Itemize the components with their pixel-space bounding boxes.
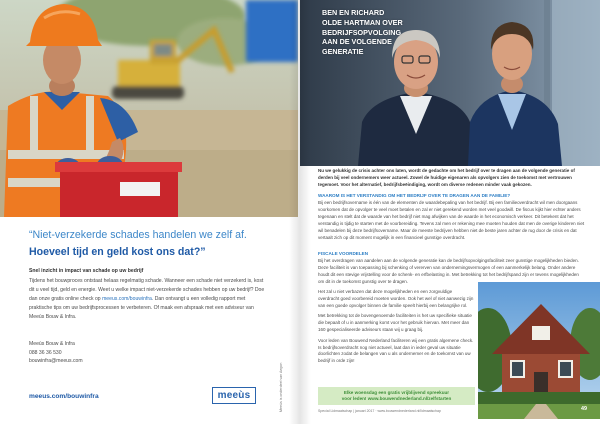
article-title xyxy=(322,8,403,57)
construction-worker-photo xyxy=(0,0,298,217)
contact-name: Meeùs Bouw & Infra xyxy=(29,341,75,347)
narrow-column xyxy=(318,289,474,369)
hedge xyxy=(478,392,600,404)
contact-block xyxy=(29,340,83,366)
section-body: Bij een bedrijfsovername is één van de elementen de waardebepaling van het bedrijf. Bij een familieoverdracht wil men doorgaans voorkomen dat de opvolger te veel moet betalen en zal er niet gerekend worden met veel goodwill. De fiscus kijkt hier echter anders tegenaan en stelt dat de waarde van het bedrijf niet mag afwijken van de waarde in het economisch verkeer. Dit betekent dat het verstandig is tijdig te starten met de voorbereiding. Tevens zal men er rekening mee moeten houden dat men de overige kinderen niet wil benadelen bij deze bedrijfsovername. Maar de meeste bedrijven hebben niet de beste jaren achter de rug door de crisis en dat vertaalt zich op dit moment mogelijk in een financieel gunstige overdracht. xyxy=(318,200,585,240)
article-body xyxy=(29,277,267,322)
contact-email: bouwinfra@meeus.com xyxy=(29,358,83,364)
red-toolbox xyxy=(55,162,182,217)
house-photo xyxy=(478,282,600,419)
article-heading: Snel inzicht in impact van schade op uw bedrijf xyxy=(29,268,144,274)
paragraph: Met betrekking tot de bovengenoemde faciliteiten is het uw specifieke situatie die bepaalt of u in aanmerking komt voor het gebruik hiervan. Met meer dan 160 gespecialiseerde adviseurs staan wij u graag bij. xyxy=(318,313,472,333)
logo-text: meeùs xyxy=(217,390,251,401)
right-page xyxy=(300,0,600,424)
article-body-text: . Dan ontvangt u een volledig rapport met praktische tips om uw bedrijfsprocessen te verbeteren. Of maak een afspraak met een adviseur van Meeùs Bouw & Infra. xyxy=(29,296,254,320)
callout-line: Elke woensdag een gratis vrijblijvend spreekuur xyxy=(343,390,450,395)
blue-sign xyxy=(246,0,298,62)
title-line: AAN DE VOLGENDE xyxy=(322,37,392,47)
article-body-link: meeus.com/bouwinfra xyxy=(102,296,152,302)
article-intro: Nu we gelukkig de crisis achter ons laten, wordt de gedachte om het bedrijf over te dragen aan de volgende generatie of derden bij veel ondernemers weer actueel. Zowel de huidige eigenaren als opvolgers zien de toekomst met vertrouwen tegemoet. Voor het alternatief, bedrijfsbeëindiging, wordt om diverse redenen minder vaak gekozen. xyxy=(318,168,575,187)
pull-quote-line-1: “Niet-verzekerde schades handelen we zelf af. xyxy=(29,229,247,241)
article-body-text: Tijdens het bouwproces ontstaat helaas regelmatig schade. Wanneer een schade niet verzekerd is, kost dit u veel tijd, geld en energie. Weet u welke impact niet-verzekerde schades hebben op uw bedrijf? Doe dan onze gratis online check op xyxy=(29,278,265,302)
side-note: Meeùs is onderdeel van Aegon xyxy=(279,362,283,412)
vest-reflective-strap xyxy=(86,96,94,150)
contact-phone: 088 36 36 530 xyxy=(29,349,62,356)
callout-line: voor leden! www.bouwendnederland.nl/zelfstarten xyxy=(341,396,452,401)
section-heading: WAAROM IS HET VERSTANDIG OM HET BEDRIJF OVER TE DRAGEN AAN DE FAMILIE? xyxy=(318,193,511,198)
house-window-pane xyxy=(560,362,571,376)
paragraph: Voor leden van Bouwend Nederland faciliteren wij een gratis algemene check. Is bedrijfsoverdracht nog niet actueel, laat dan in ieder geval uw situatie doorlichten zodat de belangen van u als ondernemer en de toekomst van uw bedrijf in orde zijn! xyxy=(318,337,474,364)
excavator-tracks xyxy=(112,86,184,99)
meeus-logo xyxy=(212,387,256,404)
pull-quote-line-2: Hoeveel tijd en geld kost ons dat?” xyxy=(29,246,206,258)
title-line: BEN EN RICHARD xyxy=(322,8,385,17)
toolbox-body xyxy=(60,168,178,217)
toolbox-label xyxy=(120,182,160,196)
callout-box xyxy=(318,387,475,405)
section-body: Bij het overdragen van aandelen aan de volgende generatie kan de bedrijfsopvolgingsfaciliteit zeer gunstige mogelijkheden bieden. Deze faciliteit is van toepassing bij schenking of vererven van ondernemingsvermogen of een aanmerkelijk belang. Onder andere houdt dit een stevige vrijstelling voor de schenk- en erfbelasting in. Met betrekking tot het bedrijfspand zijn er tevens mogelijkheden om dit in de toekomst gunstig over te dragen. xyxy=(318,258,579,284)
house-window-pane xyxy=(512,362,523,376)
page-number: 49 xyxy=(581,406,587,412)
toolbox-lid xyxy=(55,162,182,172)
title-line: OLDE HARTMAN OVER xyxy=(322,17,403,27)
excavator-body xyxy=(118,60,180,88)
page-footer: Special Lidmaatschap | januari 2017 · www.bouwendnederland.nl/lidmaatschap xyxy=(318,409,441,413)
title-line: GENERATIE xyxy=(322,47,364,57)
house-dormer xyxy=(532,326,550,340)
title-line: BEDRIJFSOPVOLGING xyxy=(322,27,402,37)
paragraph: Het zal u niet verbazen dat deze mogelijkheden en een zorgvuldige overdracht goed voorbereid moeten worden. Ook het wel of niet aanwezig zijn van een goede opvolger binnen de familie speelt hierbij een belangrijke rol. xyxy=(318,289,474,308)
footer-url: meeus.com/bouwinfra xyxy=(29,393,99,400)
excavator-window xyxy=(154,44,172,56)
vest-reflective-strap xyxy=(30,96,38,150)
section-heading: FISCALE VOORDELEN xyxy=(318,251,369,256)
